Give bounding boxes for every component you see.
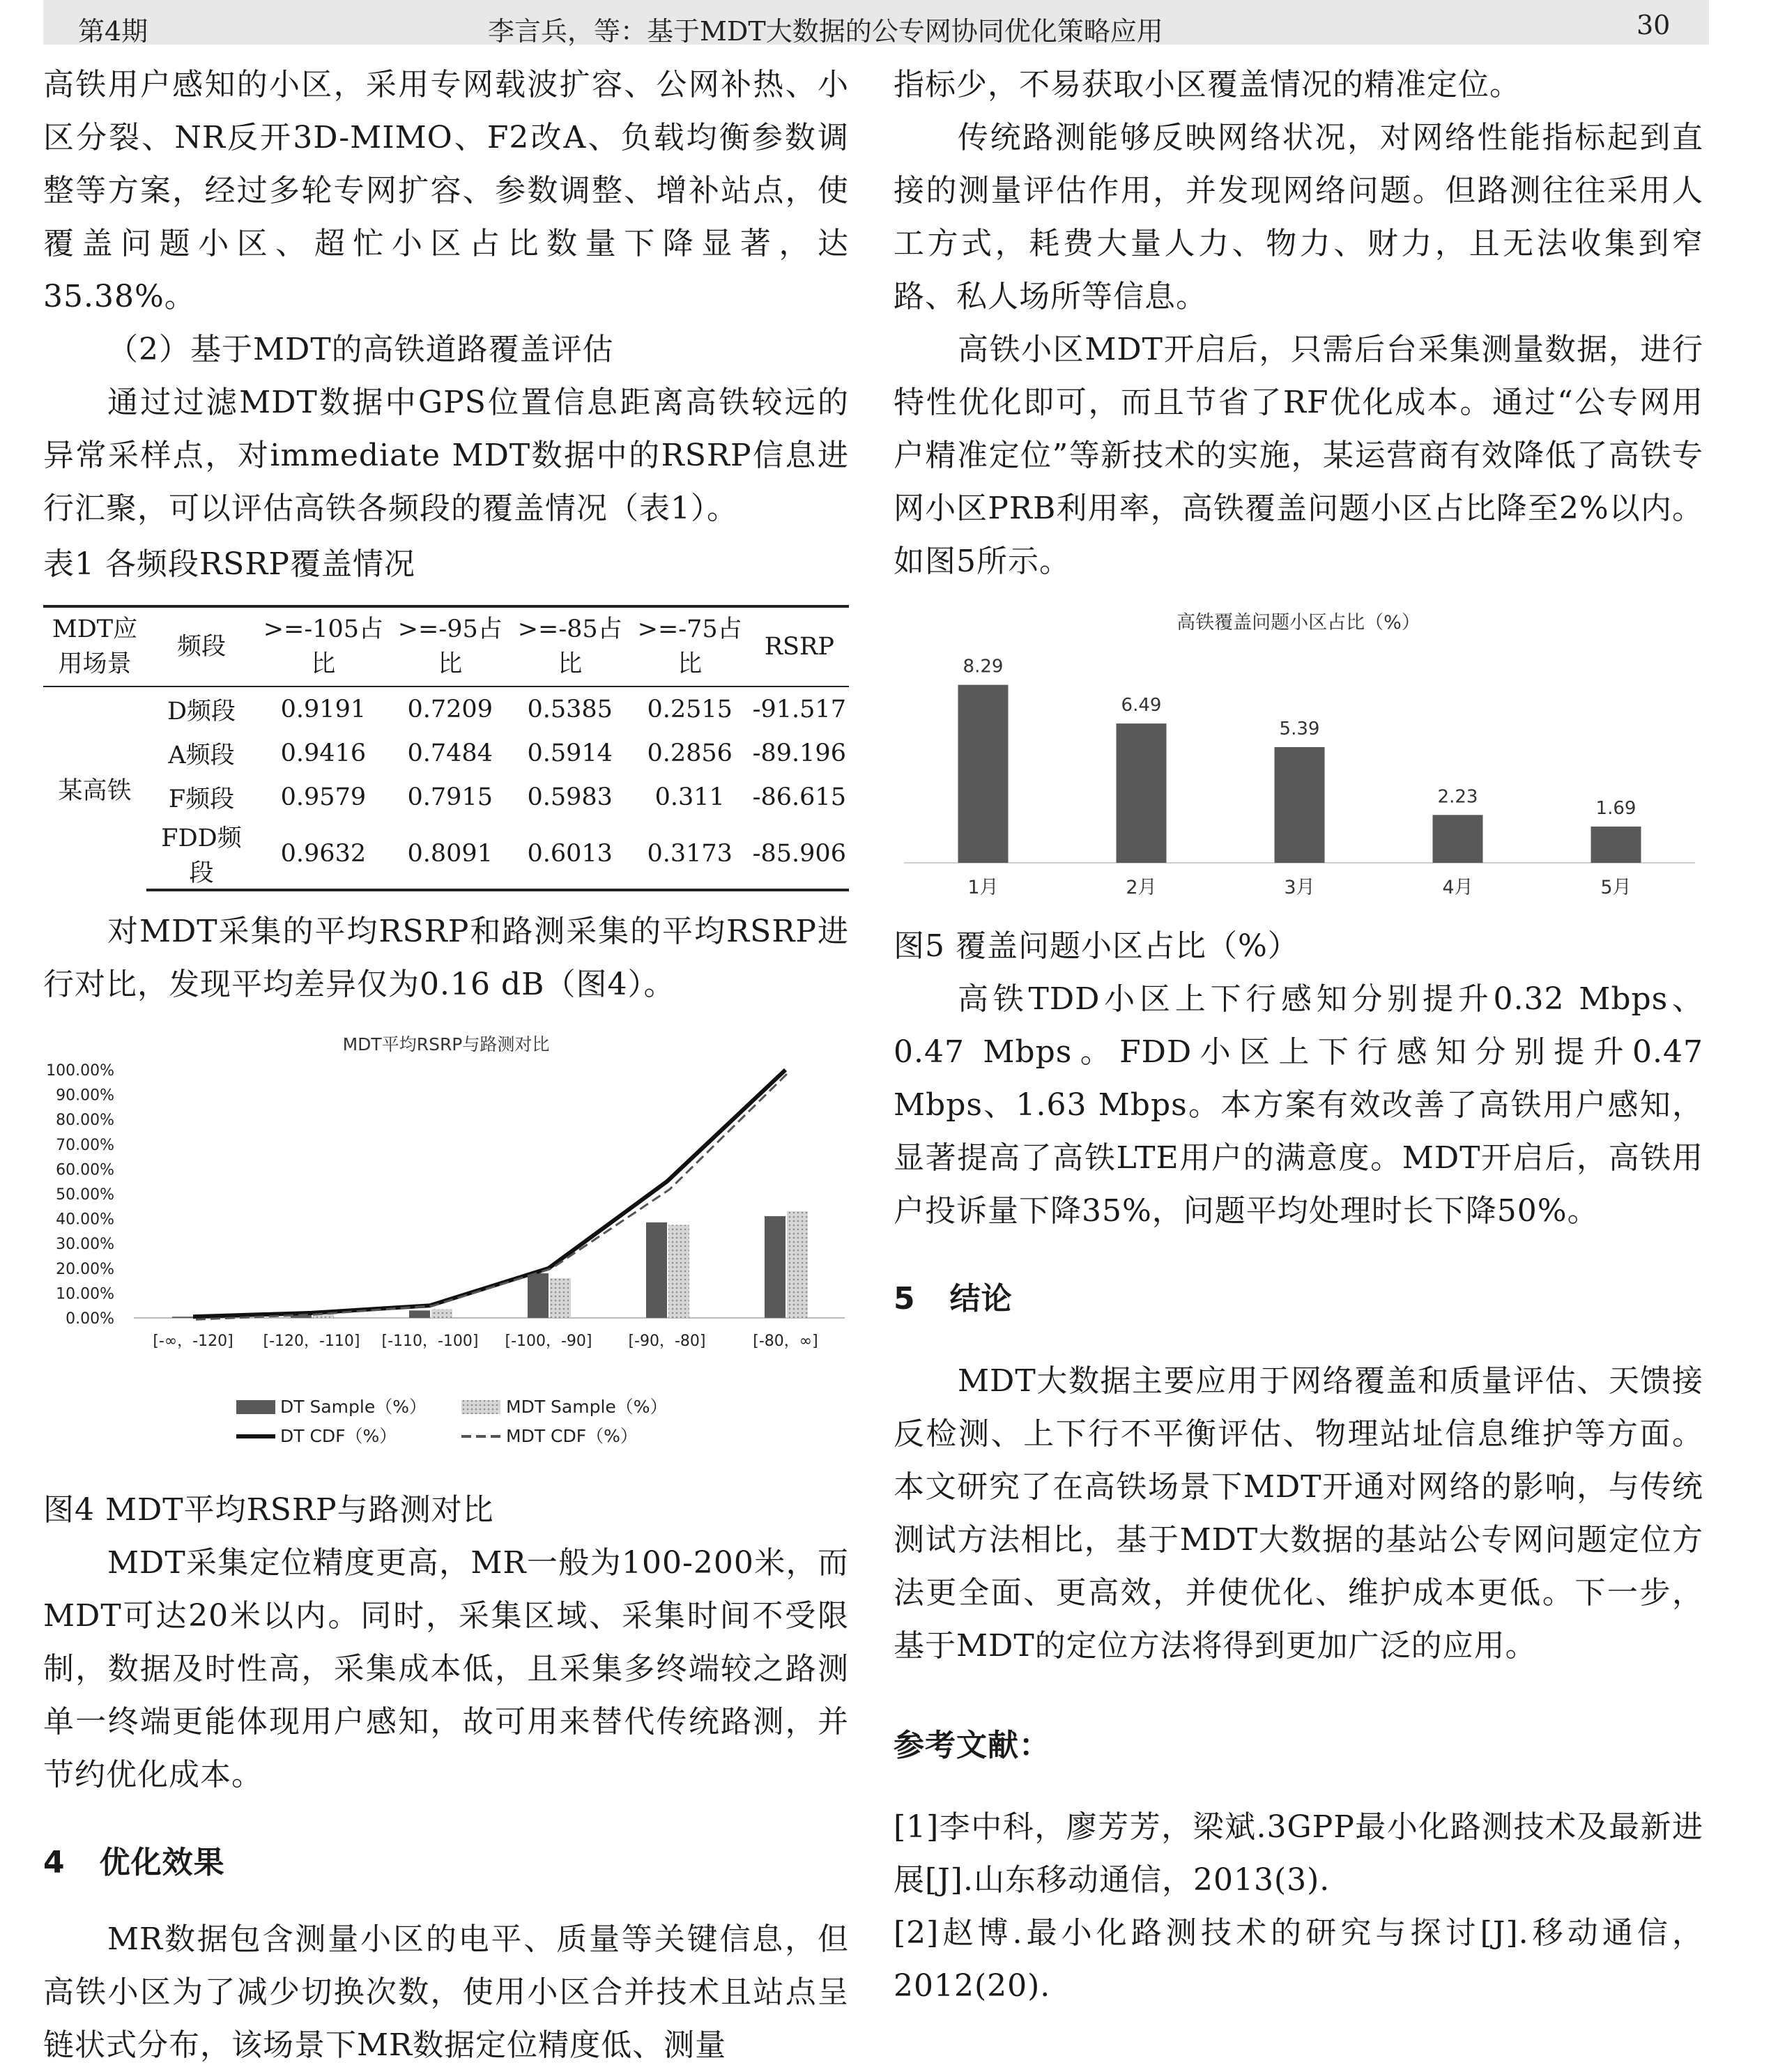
paragraph: 对MDT采集的平均RSRP和路测采集的平均RSRP进行对比，发现平均差异仅为0.16 dB（图4）。 [43,914,849,1002]
left-column [43,59,849,2072]
paragraph: 高铁用户感知的小区，采用专网载波扩容、公网补热、小区分裂、NR反开3D-MIMO、F2改A、负载均衡参数调整等方案，经过多轮专网扩容、参数调整、增补站点，使覆盖问题小区、超忙小区占比数量下降显著，达35.38%。 [43,67,849,314]
reference-item: [2]赵博.最小化路测技术的研究与探讨[J].移动通信，2012(20). [894,1915,1703,2004]
data-label: 2.23 [1437,786,1478,808]
table-header-cell: >=-95占比 [390,606,510,686]
legend-label: MDT CDF（%） [506,1426,638,1446]
table-cell: 0.2515 [647,695,733,723]
issue-number: 第4期 [78,16,148,47]
mdt-sample-bar [787,1211,808,1318]
legend-swatch-mdt-sample [461,1400,500,1414]
table-cell: 0.7915 [407,783,493,811]
x-tick-label: 4月 [1442,877,1473,898]
table-cell: 0.5385 [527,695,613,723]
table-cell: 0.5983 [527,783,613,811]
legend-label: DT Sample（%） [280,1397,427,1417]
y-tick-label: 20.00% [56,1260,114,1278]
dt-sample-bar [172,1317,193,1318]
y-tick-label: 30.00% [56,1236,114,1254]
legend-label: DT CDF（%） [280,1426,397,1446]
table-header-cell: RSRP [750,606,849,686]
table-row [43,686,849,731]
table-cell: 0.7484 [407,739,493,767]
x-tick-label: 5月 [1600,877,1632,898]
reference-item: [1]李中科，廖芳芳，梁斌.3GPP最小化路测技术及最新进展[J].山东移动通信，2013(3). [894,1809,1703,1898]
paragraph: 指标少，不易获取小区覆盖情况的精准定位。 [894,67,1521,102]
bar [1433,815,1483,863]
dt-sample-bar [528,1273,549,1318]
table-cell: 某高铁 [58,776,132,805]
paragraph: 传统路测能够反映网络状况，对网络性能指标起到直接的测量评估作用，并发现网络问题。但路测往往采用人工方式，耗费大量人力、物力、财力，且无法收集到窄路、私人场所等信息。 [894,120,1703,314]
x-tick-label: [-80，∞] [753,1333,818,1350]
page-number: 30 [1637,10,1671,40]
data-label: 1.69 [1595,797,1637,819]
bar [958,685,1009,863]
chart-title: 高铁覆盖问题小区占比（%） [1177,612,1420,634]
dt-sample-bar [646,1222,667,1318]
data-label: 5.39 [1279,718,1320,739]
table-header-row [43,606,849,686]
table-cell: 0.9191 [280,695,367,723]
table-cell: -86.615 [752,783,846,811]
references-heading: 参考文献： [894,1728,1050,1763]
bar [1117,723,1167,863]
data-label: 6.49 [1121,695,1162,716]
fig5-caption: 图5 覆盖问题小区占比（%） [894,928,1299,964]
section-number: 5 [894,1281,916,1317]
y-tick-label: 100.00% [46,1062,114,1080]
table-header-cell: 频段 [146,606,256,686]
y-tick-label: 70.00% [56,1136,114,1154]
x-tick-label: 2月 [1126,877,1157,898]
mdt-sample-bar [431,1310,452,1318]
paragraph: MDT采集定位精度更高，MR一般为100-200米，而MDT可达20米以内。同时，采集区域、采集时间不受限制，数据及时性高，采集成本低，且采集多终端较之路测单一终端更能体现用户感知，故可用来替代传统路测，并节约优化成本。 [43,1545,849,1793]
table-header-cell: >=-105占比 [256,606,390,686]
fig4-caption: 图4 MDT平均RSRP与路测对比 [43,1492,494,1528]
running-header [43,0,1709,45]
y-tick-label: 50.00% [56,1186,114,1204]
x-tick-label: [-90，-80] [628,1333,706,1350]
rsrp-table [43,605,849,891]
dt-cdf-line [193,1070,785,1317]
y-tick-label: 0.00% [66,1310,114,1328]
table-cell: -89.196 [752,739,846,767]
mdt-sample-bar [550,1278,571,1318]
table-cell: -91.517 [752,695,846,723]
table-cell: F频段 [168,785,235,813]
section-title: 结论 [949,1281,1013,1317]
fig4-chart [43,1022,849,1482]
paragraph: 通过过滤MDT数据中GPS位置信息距离高铁较远的异常采样点，对immediate MDT数据中的RSRP信息进行汇聚，可以评估高铁各频段的覆盖情况（表1）。 [43,385,849,526]
dt-sample-bar [765,1216,785,1318]
table-header-cell: >=-85占比 [510,606,630,686]
section-heading [894,1271,1703,1327]
bar [1275,747,1325,863]
table-caption: 表1 各频段RSRP覆盖情况 [43,546,415,582]
table-cell: 0.9579 [280,783,367,811]
table-cell: -85.906 [750,819,849,890]
table-cell: 0.9632 [256,819,390,890]
y-tick-label: 40.00% [56,1211,114,1229]
mdt-cdf-line [196,1073,788,1319]
table-header-cell: >=-75占比 [630,606,750,686]
data-label: 8.29 [963,656,1004,677]
y-tick-label: 90.00% [56,1087,114,1105]
x-tick-label: [-∞，-120] [153,1333,233,1350]
table-cell: 0.8091 [390,819,510,890]
table-cell: D频段 [167,697,236,726]
x-tick-label: [-110，-100] [381,1333,479,1350]
y-tick-label: 80.00% [56,1112,114,1130]
y-tick-label: 10.00% [56,1285,114,1303]
table-cell: 0.6013 [510,819,630,890]
table-cell: A频段 [168,741,235,769]
paragraph: MR数据包含测量小区的电平、质量等关键信息，但高铁小区为了减少切换次数，使用小区合并技术且站点呈链状式分布，该场景下MR数据定位精度低、测量 [43,1921,849,2063]
right-column [894,59,1703,2013]
table-row [43,731,849,775]
fig5-chart [894,599,1703,913]
x-tick-label: 1月 [967,877,999,898]
table-cell: 0.9416 [280,739,367,767]
table-cell: 0.311 [654,783,725,811]
x-tick-label: 3月 [1284,877,1315,898]
chart-title: MDT平均RSRP与路测对比 [342,1034,550,1054]
x-tick-label: [-120，-110] [263,1333,360,1350]
table-header-cell: MDT应用场景 [43,606,146,686]
header-title: 李言兵，等：基于MDT大数据的公专网协同优化策略应用 [488,16,1163,47]
legend-swatch-dt-sample [236,1400,275,1414]
paragraph: 高铁小区MDT开启后，只需后台采集测量数据，进行特性优化即可，而且节省了RF优化成本。通过“公专网用户精准定位”等新技术的实施，某运营商有效降低了高铁专网小区PRB利用率，高铁覆盖问题小区占比降至2%以内。如图5所示。 [894,332,1703,579]
table-cell: FDD频段 [146,819,256,890]
section-title: 优化效果 [99,1845,225,1880]
dt-sample-bar [409,1310,430,1318]
table-cell: 0.5914 [527,739,613,767]
table-cell: 0.3173 [630,819,750,890]
paragraph: 高铁TDD小区上下行感知分别提升0.32 Mbps、0.47 Mbps。FDD小区上下行感知分别提升0.47 Mbps、1.63 Mbps。本方案有效改善了高铁用户感知，显著提高了高铁LTE用户的满意度。MDT开启后，高铁用户投诉量下降35%，问题平均处理时长下降50%。 [894,981,1703,1229]
paragraph: MDT大数据主要应用于网络覆盖和质量评估、天馈接反检测、上下行不平衡评估、物理站址信息维护等方面。本文研究了在高铁场景下MDT开通对网络的影响，与传统测试方法相比，基于MDT大数据的基站公专网问题定位方法更全面、更高效，并使优化、维护成本更低。下一步，基于MDT的定位方法将得到更加广泛的应用。 [894,1363,1703,1664]
table-row [43,819,849,890]
section-number: 4 [43,1845,66,1880]
bar [1591,827,1641,863]
table-cell: 0.7209 [407,695,493,723]
table-row [43,775,849,819]
subsection-heading: （2）基于MDT的高铁道路覆盖评估 [107,332,614,367]
section-heading [43,1835,849,1891]
legend-label: MDT Sample（%） [506,1397,668,1417]
table-cell: 0.2856 [647,739,733,767]
mdt-sample-bar [668,1225,689,1319]
x-tick-label: [-100，-90] [505,1333,592,1350]
y-tick-label: 60.00% [56,1161,114,1179]
